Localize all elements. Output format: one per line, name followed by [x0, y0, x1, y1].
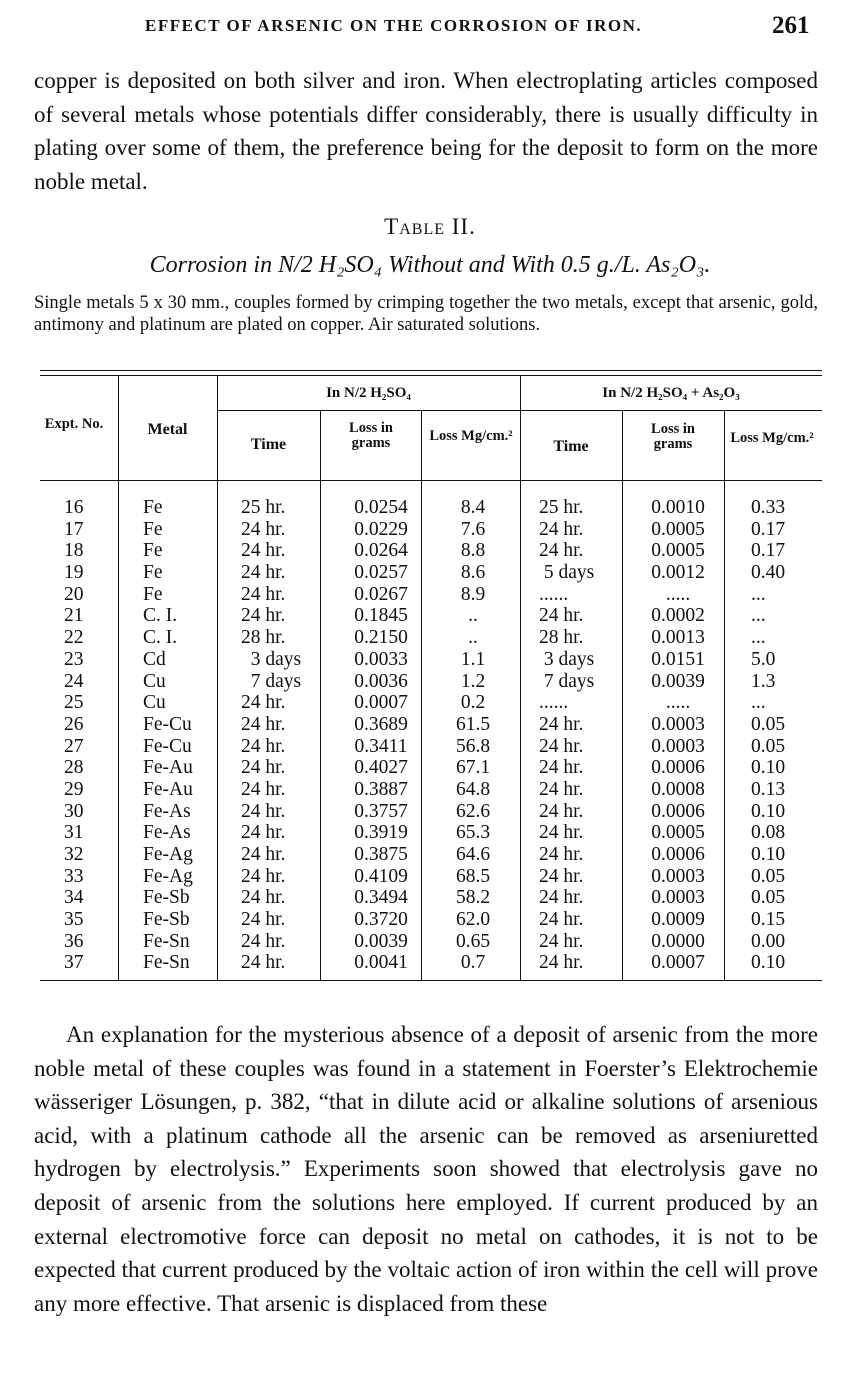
- time-cell: 24 hr.: [241, 800, 286, 822]
- loss-mg-arsenic-cell: 0.10: [751, 800, 786, 822]
- expt-no-cell: 21: [64, 605, 84, 627]
- metal-cell: Cu: [143, 670, 166, 692]
- table-heading: Table II.: [384, 214, 476, 239]
- loss-mg-cell: 58.2: [455, 887, 491, 909]
- loss-mg-arsenic-cell: 0.17: [751, 540, 786, 562]
- loss-grams-cell: 0.3720: [354, 909, 408, 931]
- expt-no-cell: 18: [64, 540, 84, 562]
- loss-mg-arsenic-cell: 0.33: [751, 497, 786, 518]
- time-cell: 24 hr.: [241, 822, 286, 844]
- table-caption: Corrosion in N/2 H₂SO₄ Without and With 0.5 g./L. As₂O₃.: [149, 252, 711, 278]
- loss-grams-cell: 0.3757: [354, 800, 408, 822]
- expt-no-cell: 28: [64, 757, 84, 779]
- expt-no-cell: 23: [64, 648, 84, 670]
- loss-mg-arsenic-cell: 0.40: [751, 562, 786, 584]
- loss-grams-cell: 0.0267: [354, 583, 408, 605]
- time-arsenic-cell: 28 hr.: [539, 627, 584, 649]
- loss-mg-cell: ..: [468, 627, 478, 649]
- loss-grams-cell: 0.0033: [354, 648, 408, 670]
- loss-grams-cell: 0.4109: [354, 865, 408, 887]
- loss-grams-arsenic-cell: 0.0000: [651, 930, 705, 952]
- metal-cell: Fe-Cu: [143, 713, 192, 735]
- header-loss-mg-2: Loss Mg/cm.²: [730, 430, 814, 446]
- loss-grams-cell: 0.0036: [354, 670, 408, 692]
- time-arsenic-cell: 3 days: [539, 648, 595, 670]
- loss-mg-cell: 8.9: [460, 583, 486, 605]
- expt-no-cell: 33: [64, 865, 84, 887]
- table-row: [40, 714, 822, 736]
- loss-mg-arsenic-cell: 0.10: [751, 952, 786, 974]
- table-row: [40, 952, 822, 974]
- loss-mg-arsenic-cell: 0.00: [751, 930, 786, 952]
- loss-grams-cell: 0.3919: [354, 822, 408, 844]
- expt-no-cell: 31: [64, 822, 84, 844]
- loss-grams-arsenic-cell: 0.0006: [651, 800, 705, 822]
- loss-grams-cell: 0.3875: [354, 844, 408, 865]
- loss-mg-arsenic-cell: 0.17: [751, 518, 786, 540]
- header-loss-grams-1: Loss in grams: [349, 420, 393, 451]
- header-loss-mg-1: Loss Mg/cm.²: [429, 428, 513, 444]
- loss-grams-arsenic-cell: 0.0039: [651, 670, 705, 692]
- time-arsenic-cell: 24 hr.: [539, 778, 584, 800]
- header-time-2: Time: [553, 438, 589, 455]
- time-arsenic-cell: ......: [539, 583, 569, 605]
- metal-cell: Fe: [143, 497, 163, 518]
- loss-mg-arsenic-cell: 0.05: [751, 887, 786, 909]
- loss-grams-arsenic-cell: 0.0003: [651, 713, 705, 735]
- loss-grams-arsenic-cell: 0.0010: [651, 497, 705, 518]
- time-arsenic-cell: 24 hr.: [539, 605, 584, 627]
- table-header-rule: [40, 480, 822, 481]
- loss-grams-arsenic-cell: 0.0005: [651, 518, 705, 540]
- loss-grams-cell: 0.4027: [354, 757, 408, 779]
- table-row: [40, 757, 822, 779]
- loss-mg-arsenic-cell: 0.08: [751, 822, 786, 844]
- table-bottom-rule: [40, 980, 822, 981]
- time-arsenic-cell: 24 hr.: [539, 757, 584, 779]
- loss-grams-arsenic-cell: 0.0013: [651, 627, 705, 649]
- loss-mg-arsenic-cell: 0.05: [751, 735, 786, 757]
- loss-mg-cell: 56.8: [455, 735, 491, 757]
- loss-mg-arsenic-cell: 0.15: [751, 909, 786, 931]
- table-row: [40, 671, 822, 693]
- time-arsenic-cell: 7 days: [539, 670, 595, 692]
- expt-no-cell: 20: [64, 583, 84, 605]
- group-header-arsenic: In N/2 H₂SO₄ + As₂O₃: [602, 385, 740, 401]
- time-arsenic-cell: ......: [539, 692, 569, 714]
- time-arsenic-cell: 24 hr.: [539, 844, 584, 865]
- loss-mg-arsenic-cell: 0.10: [751, 757, 786, 779]
- table-row: [40, 736, 822, 758]
- time-cell: 24 hr.: [241, 778, 286, 800]
- loss-mg-cell: 65.3: [455, 822, 491, 844]
- time-cell: 24 hr.: [241, 865, 286, 887]
- loss-grams-cell: 0.0041: [354, 952, 408, 974]
- expt-no-cell: 25: [64, 692, 84, 714]
- loss-grams-arsenic-cell: 0.0005: [651, 822, 705, 844]
- loss-mg-cell: 0.7: [460, 952, 486, 974]
- time-arsenic-cell: 24 hr.: [539, 887, 584, 909]
- paragraph-top: copper is deposited on both silver and iron. When electroplating articles composed of several metals whose potentials differ considerably, there is usually difficulty in plating over some of them, the preference being for the deposit to form on the more noble metal.: [34, 68, 818, 194]
- loss-mg-cell: 7.6: [460, 518, 486, 540]
- table-row: [40, 692, 822, 714]
- loss-mg-arsenic-cell: ...: [751, 627, 766, 649]
- expt-no-cell: 36: [64, 930, 84, 952]
- loss-mg-cell: ..: [468, 605, 478, 627]
- time-cell: 24 hr.: [241, 930, 286, 952]
- expt-no-cell: 34: [64, 887, 84, 909]
- expt-no-cell: 22: [64, 627, 84, 649]
- running-title: EFFECT OF ARSENIC ON THE CORROSION OF IRON.: [145, 16, 643, 35]
- loss-grams-cell: 0.0007: [354, 692, 408, 714]
- metal-cell: Fe-Sn: [143, 952, 190, 974]
- metal-cell: Fe: [143, 518, 163, 540]
- time-cell: 24 hr.: [241, 757, 286, 779]
- loss-mg-arsenic-cell: 0.05: [751, 865, 786, 887]
- loss-mg-arsenic-cell: ...: [751, 583, 766, 605]
- time-cell: 25 hr.: [241, 497, 286, 518]
- loss-mg-arsenic-cell: ...: [751, 605, 766, 627]
- loss-grams-cell: 0.0264: [354, 540, 408, 562]
- header-metal: Metal: [147, 421, 188, 438]
- time-arsenic-cell: 24 hr.: [539, 822, 584, 844]
- metal-cell: C. I.: [143, 627, 178, 649]
- loss-grams-arsenic-cell: 0.0007: [651, 952, 705, 974]
- time-arsenic-cell: 24 hr.: [539, 800, 584, 822]
- metal-cell: Fe-Sb: [143, 887, 190, 909]
- loss-grams-cell: 0.0229: [354, 518, 408, 540]
- loss-grams-cell: 0.2150: [354, 627, 408, 649]
- loss-mg-cell: 67.1: [455, 757, 491, 779]
- loss-mg-cell: 8.8: [460, 540, 486, 562]
- loss-mg-cell: 8.4: [460, 497, 486, 518]
- loss-mg-arsenic-cell: 0.05: [751, 713, 786, 735]
- metal-cell: Fe: [143, 562, 163, 584]
- table-row: [40, 540, 822, 562]
- table-row: [40, 844, 822, 866]
- loss-mg-arsenic-cell: 1.3: [751, 670, 776, 692]
- loss-grams-cell: 0.3411: [354, 735, 408, 757]
- time-arsenic-cell: 5 days: [539, 562, 595, 584]
- loss-mg-cell: 64.8: [455, 778, 491, 800]
- header-expt-no: Expt. No.: [44, 416, 104, 432]
- metal-cell: Fe-Ag: [143, 844, 193, 865]
- table-row: [40, 931, 822, 953]
- expt-no-cell: 24: [64, 670, 84, 692]
- time-arsenic-cell: 24 hr.: [539, 865, 584, 887]
- table-body: [40, 497, 822, 974]
- loss-grams-cell: 0.3494: [354, 887, 408, 909]
- loss-mg-cell: 1.2: [460, 670, 486, 692]
- time-arsenic-cell: 24 hr.: [539, 713, 584, 735]
- time-cell: 24 hr.: [241, 540, 286, 562]
- metal-cell: C. I.: [143, 605, 178, 627]
- table-row: [40, 605, 822, 627]
- metal-cell: Fe-Au: [143, 778, 193, 800]
- table-row: [40, 779, 822, 801]
- table-row: [40, 627, 822, 649]
- loss-grams-arsenic-cell: 0.0012: [651, 562, 705, 584]
- time-cell: 28 hr.: [241, 627, 286, 649]
- header-loss-grams-2: Loss in grams: [651, 421, 695, 452]
- loss-mg-cell: 64.6: [455, 844, 491, 865]
- time-cell: 24 hr.: [241, 562, 286, 584]
- metal-cell: Fe-Sn: [143, 930, 190, 952]
- metal-cell: Fe-As: [143, 800, 191, 822]
- loss-grams-arsenic-cell: 0.0009: [651, 909, 705, 931]
- page-number: 261: [772, 12, 810, 39]
- time-cell: 24 hr.: [241, 605, 286, 627]
- metal-cell: Fe: [143, 583, 163, 605]
- table-note: Single metals 5 x 30 mm., couples formed by crimping together the two metals, except that arsenic, gold, antimony and platinum are plated on copper. Air saturated solutions.: [34, 293, 818, 335]
- metal-cell: Fe-Cu: [143, 735, 192, 757]
- metal-cell: Fe-Ag: [143, 865, 193, 887]
- loss-mg-cell: 0.65: [455, 930, 491, 952]
- time-cell: 24 hr.: [241, 952, 286, 974]
- table-top-rule-double: [40, 375, 822, 376]
- metal-cell: Cd: [143, 648, 166, 670]
- time-arsenic-cell: 24 hr.: [539, 735, 584, 757]
- time-cell: 24 hr.: [241, 583, 286, 605]
- loss-grams-cell: 0.1845: [354, 605, 408, 627]
- expt-no-cell: 29: [64, 778, 84, 800]
- group-header-plain: In N/2 H₂SO₄: [326, 385, 411, 401]
- running-head: [0, 14, 860, 44]
- time-cell: 24 hr.: [241, 909, 286, 931]
- loss-grams-arsenic-cell: .....: [665, 583, 691, 605]
- loss-mg-cell: 61.5: [455, 713, 491, 735]
- table-row: [40, 909, 822, 931]
- loss-grams-arsenic-cell: 0.0003: [651, 865, 705, 887]
- loss-mg-arsenic-cell: ...: [751, 692, 766, 714]
- table-row: [40, 822, 822, 844]
- table-row: [40, 562, 822, 584]
- loss-grams-cell: 0.0039: [354, 930, 408, 952]
- time-cell: 7 days: [241, 670, 302, 692]
- time-cell: 24 hr.: [241, 692, 286, 714]
- loss-mg-arsenic-cell: 5.0: [751, 648, 776, 670]
- expt-no-cell: 35: [64, 909, 84, 931]
- time-arsenic-cell: 24 hr.: [539, 518, 584, 540]
- expt-no-cell: 17: [64, 518, 84, 540]
- table-row: [40, 519, 822, 541]
- loss-mg-cell: 62.6: [455, 800, 491, 822]
- expt-no-cell: 37: [64, 952, 84, 974]
- loss-mg-cell: 8.6: [460, 562, 486, 584]
- time-arsenic-cell: 24 hr.: [539, 540, 584, 562]
- loss-grams-arsenic-cell: 0.0005: [651, 540, 705, 562]
- metal-cell: Fe-Sb: [143, 909, 190, 931]
- time-cell: 24 hr.: [241, 844, 286, 865]
- table-row: [40, 866, 822, 888]
- table-row: [40, 584, 822, 606]
- metal-cell: Cu: [143, 692, 166, 714]
- expt-no-cell: 27: [64, 735, 84, 757]
- loss-grams-arsenic-cell: 0.0002: [651, 605, 705, 627]
- loss-grams-arsenic-cell: 0.0003: [651, 735, 705, 757]
- loss-grams-cell: 0.3887: [354, 778, 408, 800]
- table-row: [40, 497, 822, 519]
- time-cell: 24 hr.: [241, 735, 286, 757]
- loss-mg-arsenic-cell: 0.13: [751, 778, 786, 800]
- time-cell: 3 days: [241, 648, 302, 670]
- time-cell: 24 hr.: [241, 887, 286, 909]
- loss-mg-cell: 68.5: [455, 865, 491, 887]
- time-arsenic-cell: 24 hr.: [539, 909, 584, 931]
- table-top-rule: [40, 370, 822, 371]
- loss-mg-arsenic-cell: 0.10: [751, 844, 786, 865]
- loss-grams-cell: 0.0254: [354, 497, 408, 518]
- loss-grams-cell: 0.3689: [354, 713, 408, 735]
- expt-no-cell: 16: [64, 497, 84, 518]
- time-cell: 24 hr.: [241, 518, 286, 540]
- time-cell: 24 hr.: [241, 713, 286, 735]
- loss-mg-cell: 1.1: [460, 648, 486, 670]
- expt-no-cell: 26: [64, 713, 84, 735]
- expt-no-cell: 32: [64, 844, 84, 865]
- loss-mg-cell: 0.2: [460, 692, 486, 714]
- loss-grams-cell: 0.0257: [354, 562, 408, 584]
- time-arsenic-cell: 25 hr.: [539, 497, 584, 518]
- time-arsenic-cell: 24 hr.: [539, 952, 584, 974]
- loss-grams-arsenic-cell: 0.0006: [651, 844, 705, 865]
- expt-no-cell: 19: [64, 562, 84, 584]
- loss-grams-arsenic-cell: 0.0003: [651, 887, 705, 909]
- loss-mg-cell: 62.0: [455, 909, 491, 931]
- metal-cell: Fe-As: [143, 822, 191, 844]
- loss-grams-arsenic-cell: 0.0151: [651, 648, 705, 670]
- loss-grams-arsenic-cell: 0.0006: [651, 757, 705, 779]
- time-arsenic-cell: 24 hr.: [539, 930, 584, 952]
- header-time-1: Time: [250, 436, 287, 453]
- expt-no-cell: 30: [64, 800, 84, 822]
- loss-grams-arsenic-cell: 0.0008: [651, 778, 705, 800]
- table-row: [40, 801, 822, 823]
- table-row: [40, 887, 822, 909]
- metal-cell: Fe: [143, 540, 163, 562]
- table-row: [40, 649, 822, 671]
- loss-grams-arsenic-cell: .....: [665, 692, 691, 714]
- paragraph-bottom: An explanation for the mysterious absence of a deposit of arsenic from the more noble metal of these couples was found in a statement in Foerster’s Elektrochemie wässeriger Lösungen, p. 382, “that in dilute acid or alkaline solutions of arsenious acid, with a platinum cathode all the arsenic can be removed as arseniuretted hydrogen by electrolysis.” Experiments soon showed that electrolysis gave no deposit of arsenic from the solutions here employed. If current produced by an external electromotive force can deposit no metal on cathodes, it is not to be expected that current produced by the voltaic action of iron within the cell will prove any more effective. That arsenic is displaced from these: [34, 1022, 818, 1316]
- metal-cell: Fe-Au: [143, 757, 193, 779]
